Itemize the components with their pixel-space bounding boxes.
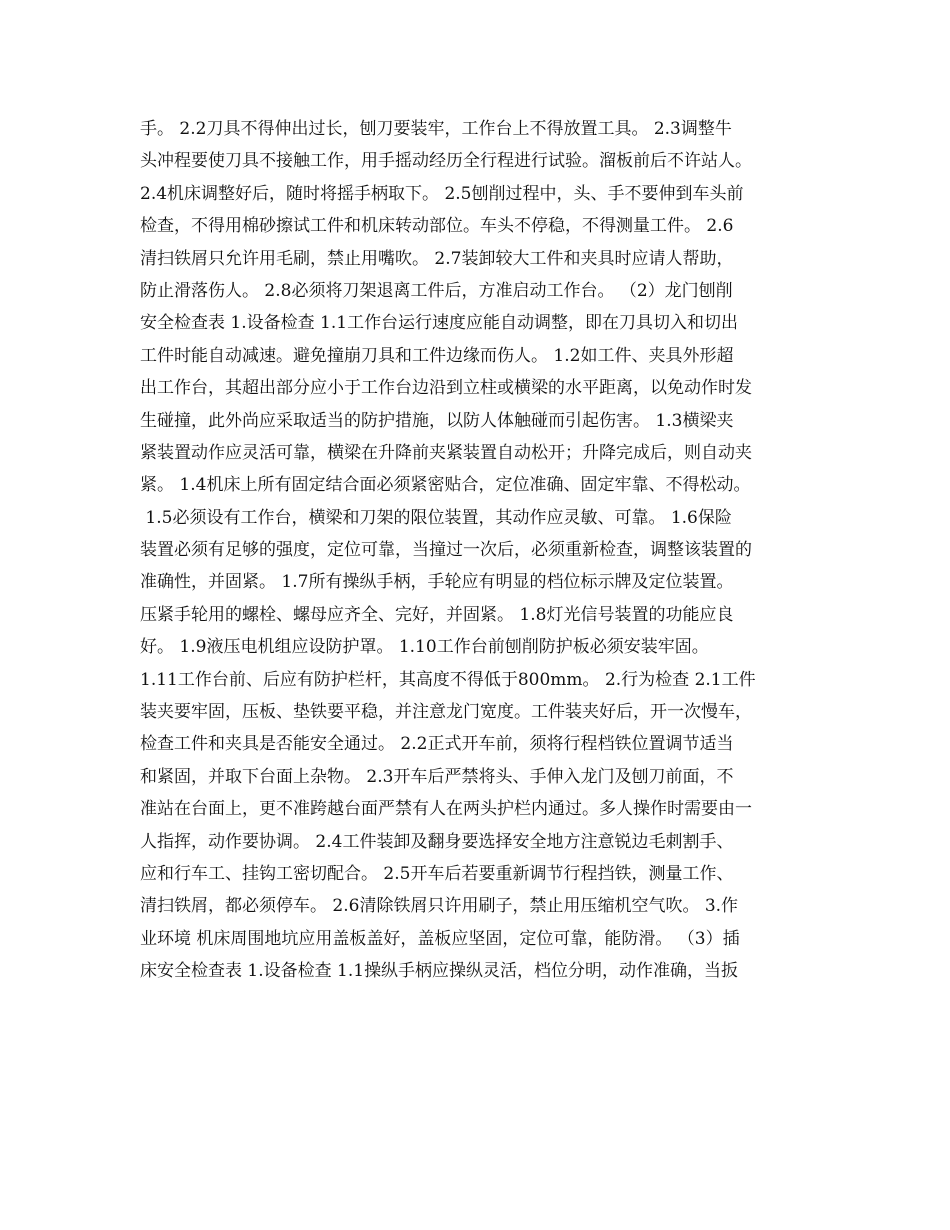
text-line: 床安全检查表 1.设备检查 1.1操纵手柄应操纵灵活，档位分明，动作准确，当扳	[140, 961, 739, 982]
text-line: 压紧手轮用的螺栓、螺母应齐全、完好，并固紧。 1.8灯光信号装置的功能应良	[140, 604, 734, 625]
text-line: 清扫铁屑，都必须停车。 2.6清除铁屑只许用刷子，禁止用压缩机空气吹。 3.作	[140, 896, 739, 917]
text-line: 准站在台面上，更不准跨越台面严禁有人在两头护栏内通过。多人操作时需要由一	[140, 799, 752, 820]
text-line: 1.5必须设有工作台，横梁和刀架的限位装置，其动作应灵敏、可靠。 1.6保险	[140, 507, 732, 528]
text-line: 清扫铁屑只允许用毛刷，禁止用嘴吹。 2.7装卸较大工件和夹具时应请人帮助，	[140, 248, 734, 269]
body-text	[140, 114, 820, 989]
text-line: 手。 2.2刀具不得伸出过长，刨刀要装牢，工作台上不得放置工具。 2.3调整牛	[140, 119, 732, 139]
text-line: 2.4机床调整好后，随时将摇手柄取下。 2.5刨削过程中，头、手不要伸到车头前	[140, 183, 744, 204]
text-line: 工件时能自动减速。避免撞崩刀具和工件边缘而伤人。 1.2如工件、夹具外形超	[140, 345, 734, 366]
text-line: 装夹要牢固，压板、垫铁要平稳，并注意龙门宽度。工件装夹好后，开一次慢车，	[140, 702, 752, 723]
text-line: 检查工件和夹具是否能安全通过。 2.2正式开车前，须将行程档铁位置调节适当	[140, 734, 734, 755]
text-line: 生碰撞，此外尚应采取适当的防护措施，以防人体触碰而引起伤害。 1.3横梁夹	[140, 410, 734, 431]
text-line: 1.11工作台前、后应有防护栏杆，其高度不得低于800mm。 2.行为检查 2.1工件	[140, 669, 756, 690]
text-line: 好。 1.9液压电机组应设防护罩。 1.10工作台前刨削防护板必须安装牢固。	[140, 637, 709, 658]
text-line: 头冲程要使刀具不接触工作，用手摇动经历全行程进行试验。溜板前后不许站人。	[140, 151, 752, 172]
text-line: 安全检查表 1.设备检查 1.1工作台运行速度应能自动调整，即在刀具切入和切出	[140, 313, 739, 334]
text-line: 应和行车工、挂钩工密切配合。 2.5开车后若要重新调节行程挡铁，测量工作、	[140, 863, 734, 884]
text-line: 装置必须有足够的强度，定位可靠，当撞过一次后，必须重新检查，调整该装置的	[140, 540, 752, 561]
text-line: 业环境 机床周围地坑应用盖板盖好，盖板应坚固，定位可靠，能防滑。 （3）插	[140, 928, 740, 949]
text-line: 紧装置动作应灵活可靠，横梁在升降前夹紧装置自动松开；升降完成后，则自动夹	[140, 442, 752, 463]
text-line: 防止滑落伤人。 2.8必须将刀架退离工件后，方准启动工作台。 （2）龙门刨削	[140, 280, 733, 301]
text-line: 人指挥，动作要协调。 2.4工件装卸及翻身要选择安全地方注意锐边毛刺割手、	[140, 831, 734, 852]
text-line: 和紧固，并取下台面上杂物。 2.3开车后严禁将头、手伸入龙门及刨刀前面，不	[140, 766, 734, 787]
text-line: 出工作台，其超出部分应小于工作台边沿到立柱或横梁的水平距离，以免动作时发	[140, 378, 752, 399]
text-line: 检查，不得用棉砂擦试工件和机床转动部位。车头不停稳，不得测量工件。 2.6	[140, 216, 734, 237]
text-line: 准确性，并固紧。 1.7所有操纵手柄，手轮应有明显的档位标示牌及定位装置。	[140, 572, 734, 593]
text-line: 紧。 1.4机床上所有固定结合面必须紧密贴合，定位准确、固定牢靠、不得松动。	[140, 475, 751, 496]
